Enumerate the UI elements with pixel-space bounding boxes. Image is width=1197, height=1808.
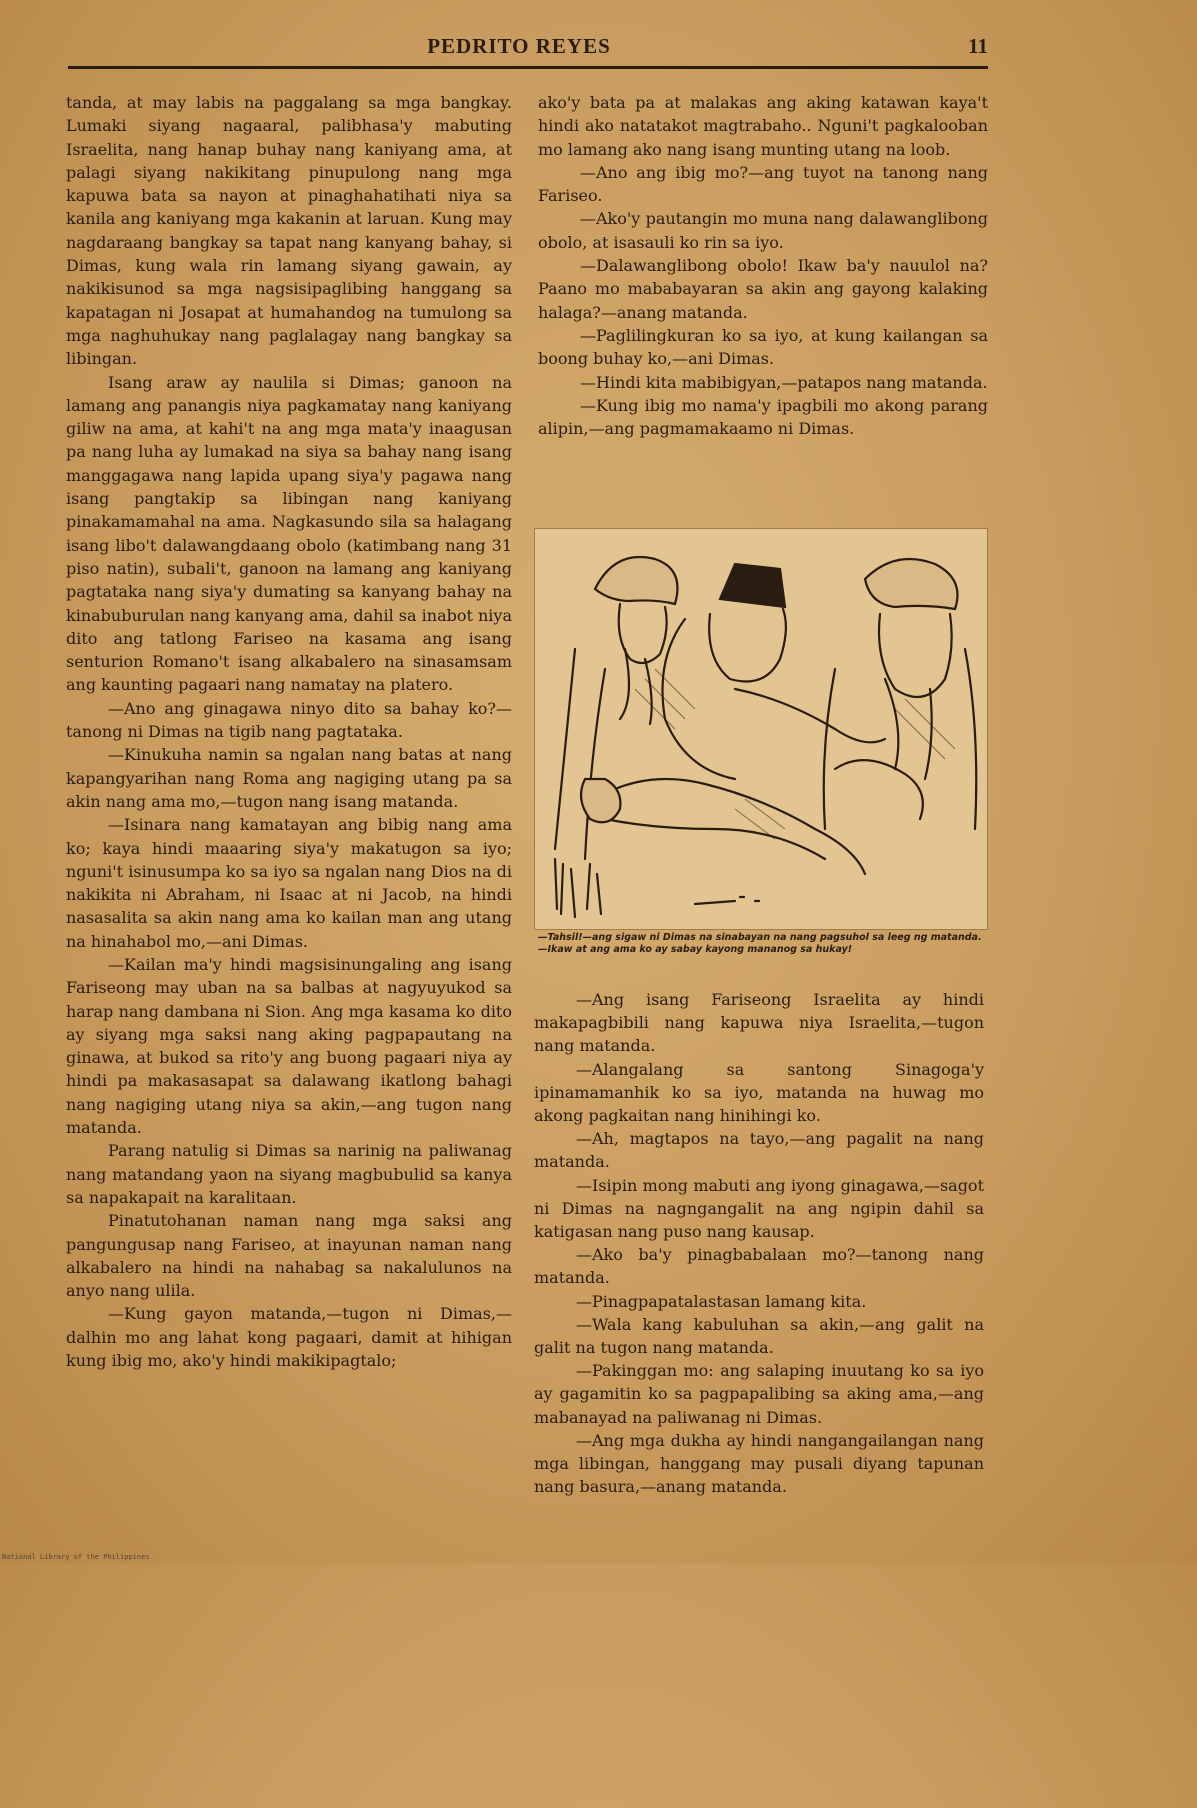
text-column-right-bottom — [534, 988, 984, 1498]
paragraph: —Isipin mong mabuti ang iyong ginagawa,—sagot ni Dimas na nagngangalit na ang ngipin dahil sa katigasan nang puso nang kausap. — [534, 1175, 984, 1242]
paragraph: —Kailan ma'y hindi magsisinungaling ang isang Fariseong may uban na sa balbas at nagyuyukod sa harap nang dambana ni Sion. Ang mga kasama ko dito ay siyang mga saksi nang aking pagpapautang na ginawa, at bukod sa rito'y ang buong pagaari niya ay hindi pa makasasapat sa dalawang ikatlong bahagi nang nagiging utang niya sa akin,—ang tugon nang matanda. — [66, 954, 512, 1138]
paragraph: tanda, at may labis na paggalang sa mga bangkay. Lumaki siyang nagaaral, palibhasa'y mabuting Israelita, nang hanap buhay nang kaniyang ama, at palagi siyang nakikitang pinupulong nang mga kapuwa bata sa nayon at pinaghahatihati niya sa kanila ang kaniyang mga kakanin at laruan. Kung may nagdaraang bangkay sa tapat nang kanyang bahay, si Dimas, kung wala rin lamang siyang gawain, ay nakikisunod sa mga nagsisipaglibing hanggang sa kapatagan ni Josapat at humahandog na tumulong sa mga naghuhukay nang paglalagay nang bangkay sa libingan. — [66, 93, 512, 369]
paragraph: —Kung ibig mo nama'y ipagbili mo akong parang alipin,—ang pagmamakaamo ni Dimas. — [538, 395, 988, 439]
paragraph: —Kung gayon matanda,—tugon ni Dimas,—dalhin mo ang lahat kong pagaari, damit at hihigan kung ibig mo, ako'y hindi makikipagtalo; — [66, 1304, 512, 1371]
paragraph: —Alangalang sa santong Sinagoga'y ipinamamanhik ko sa iyo, matanda na huwag mo akong pagkaitan nang hinihingi ko. — [534, 1059, 984, 1126]
page-number: 11 — [968, 34, 988, 58]
paragraph: —Ano ang ginagawa ninyo dito sa bahay ko?—tanong ni Dimas na tigib nang pagtataka. — [66, 698, 512, 742]
paragraph: —Ano ang ibig mo?—ang tuyot na tanong nang Fariseo. — [538, 162, 988, 206]
paragraph: —Paglilingkuran ko sa iyo, at kung kailangan sa boong buhay ko,—ani Dimas. — [538, 325, 988, 369]
paragraph: —Ah, magtapos na tayo,—ang pagalit na nang matanda. — [534, 1129, 984, 1172]
paragraph: —Ako ba'y pinagbabalaan mo?—tanong nang matanda. — [534, 1245, 984, 1288]
page-header — [0, 0, 1038, 72]
paragraph: ako'y bata pa at malakas ang aking katawan kaya't hindi ako natatakot magtrabaho.. Nguni't pagkalooban mo lamang ako nang isang munting utang na loob. — [538, 93, 988, 159]
paragraph: —Ako'y pautangin mo muna nang dalawanglibong obolo, at isasauli ko rin sa iyo. — [538, 209, 988, 252]
text-column-right-top — [538, 91, 988, 440]
library-footer: National Library of the Philippines — [2, 1553, 150, 1561]
paragraph: —Dalawanglibong obolo! Ikaw ba'y nauulol na? Paano mo mababayaran sa akin ang gayong kalaking halaga?—anang matanda. — [538, 256, 988, 322]
paragraph: Pinatutohanan naman nang mga saksi ang pangungusap nang Fariseo, at inayunan naman nang alkabalero na hindi na nahabag sa nakalulunos na anyo nang ulila. — [66, 1211, 512, 1301]
paragraph: —Hindi kita mabibigyan,—patapos nang matanda. — [580, 372, 988, 392]
illustration — [534, 528, 988, 930]
running-title: PEDRITO REYES — [427, 34, 611, 58]
paragraph: —Pinagpapatalastasan lamang kita. — [576, 1291, 867, 1311]
text-column-left — [66, 91, 512, 1372]
paragraph: —Kinukuha namin sa ngalan nang batas at nang kapangyarihan nang Roma ang nagiging utang pa sa akin nang ama mo,—tugon nang isang matanda. — [66, 745, 512, 811]
paragraph: —Isinara nang kamatayan ang bibig nang ama ko; kaya hindi maaaring siya'y makatugon sa iyo; nguni't isinusumpa ko sa iyo sa ngalan nang Dios na di nakikita ni Abraham, ni Isaac at ni Jacob, na hindi nasasalita sa akin nang ama ko kailan man ang utang na hinahabol mo,—ani Dimas. — [66, 815, 512, 951]
paragraph: —Pakinggan mo: ang salaping inuutang ko sa iyo ay gagamitin ko sa pagpapalibing sa aking ama,—ang mabanayad na paliwanag ni Dimas. — [534, 1361, 984, 1427]
paragraph: Parang natulig si Dimas sa narinig na paliwanag nang matandang yaon na siyang magbubulid sa kanya sa napakapait na karalitaan. — [66, 1141, 512, 1207]
paragraph: —Wala kang kabuluhan sa akin,—ang galit na galit na tugon nang matanda. — [534, 1314, 984, 1358]
paragraph: —Ang mga dukha ay hindi nangangailangan nang mga libingan, hanggang may pusali diyang tapunan nang basura,—anang matanda. — [534, 1430, 984, 1497]
paragraph: —Ang isang Fariseong Israelita ay hindi makapagbibili nang kapuwa niya Israelita,—tugon nang matanda. — [534, 990, 984, 1056]
figure-caption: —Tahsil!—ang sigaw ni Dimas na sinabayan na nang pagsuhol sa leeg ng matanda.—Ikaw at ang ama ko ay sabay kayong mananog sa hukay! — [538, 932, 982, 955]
header-rule — [68, 66, 988, 69]
paragraph: Isang araw ay naulila si Dimas; ganoon na lamang ang panangis niya pagkamatay nang kaniyang giliw na ama, at kahi't na ang mga mata'y inaagusan pa nang luha ay lumakad na siya sa bahay nang isang manggagawa nang lapida upang siya'y pagawa nang isang pangtakip sa libingan nang kaniyang pinakamamahal na ama. Nagkasundo sila sa halagang isang libo't dalawangdaang obolo (katimbang nang 31 piso natin), subali't, ganoon na lamang ang kaniyang pagtataka nang siya'y dumating sa kanyang bahay na kinabuburulan nang kanyang ama, dahil sa inabot niya dito ang tatlong Fariseo na kasama ang isang senturion Romano't isang alkabalero na sinasamsam ang kaunting pagaari nang namatay na platero. — [66, 372, 512, 695]
